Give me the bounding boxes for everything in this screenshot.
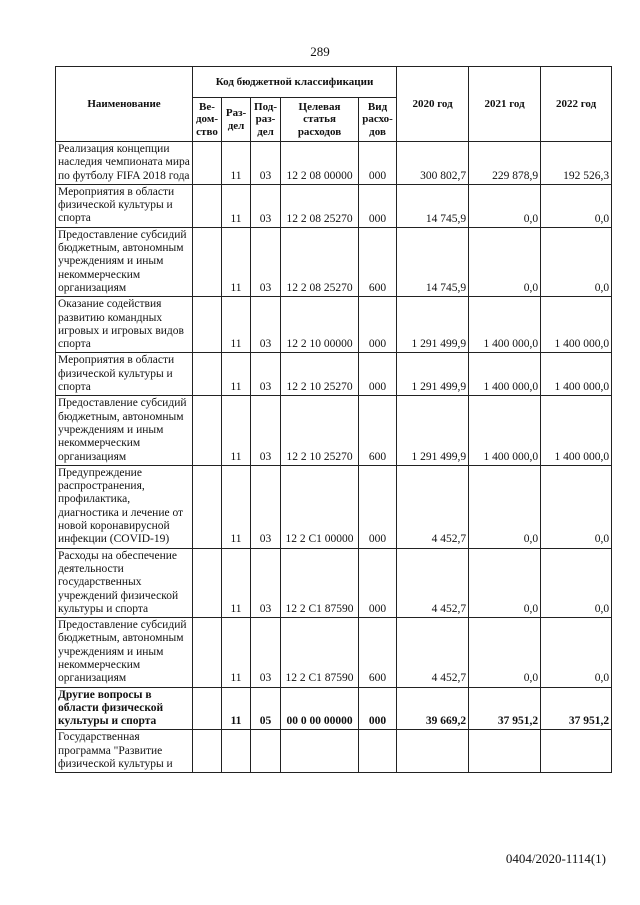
cell-name: Оказание содействия развитию командных игровых и игровых видов спорта xyxy=(56,297,193,353)
table-row xyxy=(56,297,612,353)
cell-target: 12 2 10 25270 xyxy=(281,396,359,465)
cell-target xyxy=(281,730,359,773)
header-2020: 2020 год xyxy=(397,67,469,142)
cell-razd: 11 xyxy=(222,465,251,548)
cell-podr: 03 xyxy=(251,618,281,687)
header-podrazdel: Под-раз-дел xyxy=(251,98,281,142)
cell-target: 12 2 10 25270 xyxy=(281,353,359,396)
cell-razd: 11 xyxy=(222,142,251,185)
cell-v2020: 1 291 499,9 xyxy=(397,297,469,353)
table-row xyxy=(56,227,612,296)
cell-v2020 xyxy=(397,730,469,773)
cell-razd: 11 xyxy=(222,618,251,687)
cell-v2021: 229 878,9 xyxy=(469,142,541,185)
table-body xyxy=(56,142,612,773)
cell-podr xyxy=(251,730,281,773)
cell-vid: 600 xyxy=(359,618,397,687)
cell-v2020: 4 452,7 xyxy=(397,465,469,548)
cell-vid: 000 xyxy=(359,465,397,548)
cell-name: Другие вопросы в области физической культуры и спорта xyxy=(56,687,193,730)
cell-v2021: 1 400 000,0 xyxy=(469,396,541,465)
cell-target: 00 0 00 00000 xyxy=(281,687,359,730)
cell-razd: 11 xyxy=(222,548,251,617)
table-row xyxy=(56,396,612,465)
cell-v2022: 192 526,3 xyxy=(541,142,612,185)
table-row xyxy=(56,184,612,227)
cell-podr: 03 xyxy=(251,227,281,296)
cell-name: Реализация концепции наследия чемпионата мира по футболу FIFA 2018 года xyxy=(56,142,193,185)
cell-name: Государственная программа "Развитие физической культуры и xyxy=(56,730,193,773)
cell-vid: 000 xyxy=(359,687,397,730)
table-row xyxy=(56,618,612,687)
cell-target: 12 2 C1 87590 xyxy=(281,618,359,687)
cell-v2020: 14 745,9 xyxy=(397,184,469,227)
cell-v2021: 0,0 xyxy=(469,548,541,617)
cell-v2020: 39 669,2 xyxy=(397,687,469,730)
cell-ved xyxy=(193,618,222,687)
cell-v2020: 1 291 499,9 xyxy=(397,396,469,465)
cell-v2021: 0,0 xyxy=(469,227,541,296)
cell-razd: 11 xyxy=(222,687,251,730)
table-row xyxy=(56,687,612,730)
cell-v2020: 4 452,7 xyxy=(397,548,469,617)
cell-ved xyxy=(193,142,222,185)
cell-v2022 xyxy=(541,730,612,773)
cell-v2020: 4 452,7 xyxy=(397,618,469,687)
budget-table xyxy=(55,66,612,773)
cell-razd: 11 xyxy=(222,297,251,353)
cell-v2020: 1 291 499,9 xyxy=(397,353,469,396)
header-razdel: Раз-дел xyxy=(222,98,251,142)
header-name: Наименование xyxy=(56,67,193,142)
cell-target: 12 2 08 25270 xyxy=(281,227,359,296)
cell-target: 12 2 08 00000 xyxy=(281,142,359,185)
table-row xyxy=(56,730,612,773)
cell-v2022: 1 400 000,0 xyxy=(541,353,612,396)
cell-vid: 000 xyxy=(359,142,397,185)
cell-podr: 03 xyxy=(251,353,281,396)
cell-vid: 000 xyxy=(359,184,397,227)
cell-target: 12 2 08 25270 xyxy=(281,184,359,227)
cell-ved xyxy=(193,227,222,296)
table-row xyxy=(56,548,612,617)
cell-v2020: 300 802,7 xyxy=(397,142,469,185)
cell-v2022: 0,0 xyxy=(541,618,612,687)
cell-podr: 03 xyxy=(251,184,281,227)
cell-razd: 11 xyxy=(222,396,251,465)
cell-name: Мероприятия в области физической культуры и спорта xyxy=(56,353,193,396)
cell-name: Предоставление субсидий бюджетным, автономным учреждениям и иным некоммерческим организациям xyxy=(56,227,193,296)
cell-vid xyxy=(359,730,397,773)
document-code: 0404/2020-1114(1) xyxy=(505,851,606,866)
cell-v2022: 1 400 000,0 xyxy=(541,297,612,353)
cell-razd xyxy=(222,730,251,773)
cell-ved xyxy=(193,353,222,396)
cell-razd: 11 xyxy=(222,227,251,296)
cell-podr: 03 xyxy=(251,465,281,548)
cell-name: Предоставление субсидий бюджетным, автономным учреждениям и иным некоммерческим организациям xyxy=(56,618,193,687)
cell-v2021: 1 400 000,0 xyxy=(469,353,541,396)
cell-vid: 600 xyxy=(359,227,397,296)
cell-podr: 03 xyxy=(251,548,281,617)
header-vid: Вид расхо-дов xyxy=(359,98,397,142)
cell-vid: 600 xyxy=(359,396,397,465)
cell-target: 12 2 10 00000 xyxy=(281,297,359,353)
cell-name: Мероприятия в области физической культуры и спорта xyxy=(56,184,193,227)
cell-name: Предупреждение распространения, профилактика, диагностика и лечение от новой коронавирусной инфекции (COVID-19) xyxy=(56,465,193,548)
cell-razd: 11 xyxy=(222,184,251,227)
cell-v2020: 14 745,9 xyxy=(397,227,469,296)
cell-ved xyxy=(193,184,222,227)
cell-vid: 000 xyxy=(359,297,397,353)
cell-name: Предоставление субсидий бюджетным, автономным учреждениям и иным некоммерческим организациям xyxy=(56,396,193,465)
cell-v2022: 0,0 xyxy=(541,227,612,296)
cell-v2021: 37 951,2 xyxy=(469,687,541,730)
cell-ved xyxy=(193,548,222,617)
cell-podr: 03 xyxy=(251,142,281,185)
cell-podr: 05 xyxy=(251,687,281,730)
cell-target: 12 2 C1 00000 xyxy=(281,465,359,548)
cell-razd: 11 xyxy=(222,353,251,396)
cell-ved xyxy=(193,687,222,730)
cell-v2021: 0,0 xyxy=(469,465,541,548)
table-row xyxy=(56,465,612,548)
cell-vid: 000 xyxy=(359,548,397,617)
cell-ved xyxy=(193,396,222,465)
header-2022: 2022 год xyxy=(541,67,612,142)
header-target: Целевая статья расходов xyxy=(281,98,359,142)
cell-ved xyxy=(193,465,222,548)
cell-ved xyxy=(193,297,222,353)
cell-name: Расходы на обеспечение деятельности государственных учреждений физической культуры и спорта xyxy=(56,548,193,617)
page-number: 289 xyxy=(310,44,330,59)
table-row xyxy=(56,142,612,185)
cell-v2021: 0,0 xyxy=(469,618,541,687)
cell-ved xyxy=(193,730,222,773)
header-code-group: Код бюджетной классификации xyxy=(193,67,397,98)
table-row xyxy=(56,353,612,396)
cell-v2022: 0,0 xyxy=(541,465,612,548)
cell-v2022: 1 400 000,0 xyxy=(541,396,612,465)
cell-v2021: 1 400 000,0 xyxy=(469,297,541,353)
cell-v2021 xyxy=(469,730,541,773)
cell-v2022: 37 951,2 xyxy=(541,687,612,730)
cell-v2022: 0,0 xyxy=(541,548,612,617)
header-vedomstvo: Ве-дом-ство xyxy=(193,98,222,142)
cell-podr: 03 xyxy=(251,297,281,353)
cell-podr: 03 xyxy=(251,396,281,465)
cell-target: 12 2 C1 87590 xyxy=(281,548,359,617)
cell-vid: 000 xyxy=(359,353,397,396)
cell-v2022: 0,0 xyxy=(541,184,612,227)
header-2021: 2021 год xyxy=(469,67,541,142)
cell-v2021: 0,0 xyxy=(469,184,541,227)
